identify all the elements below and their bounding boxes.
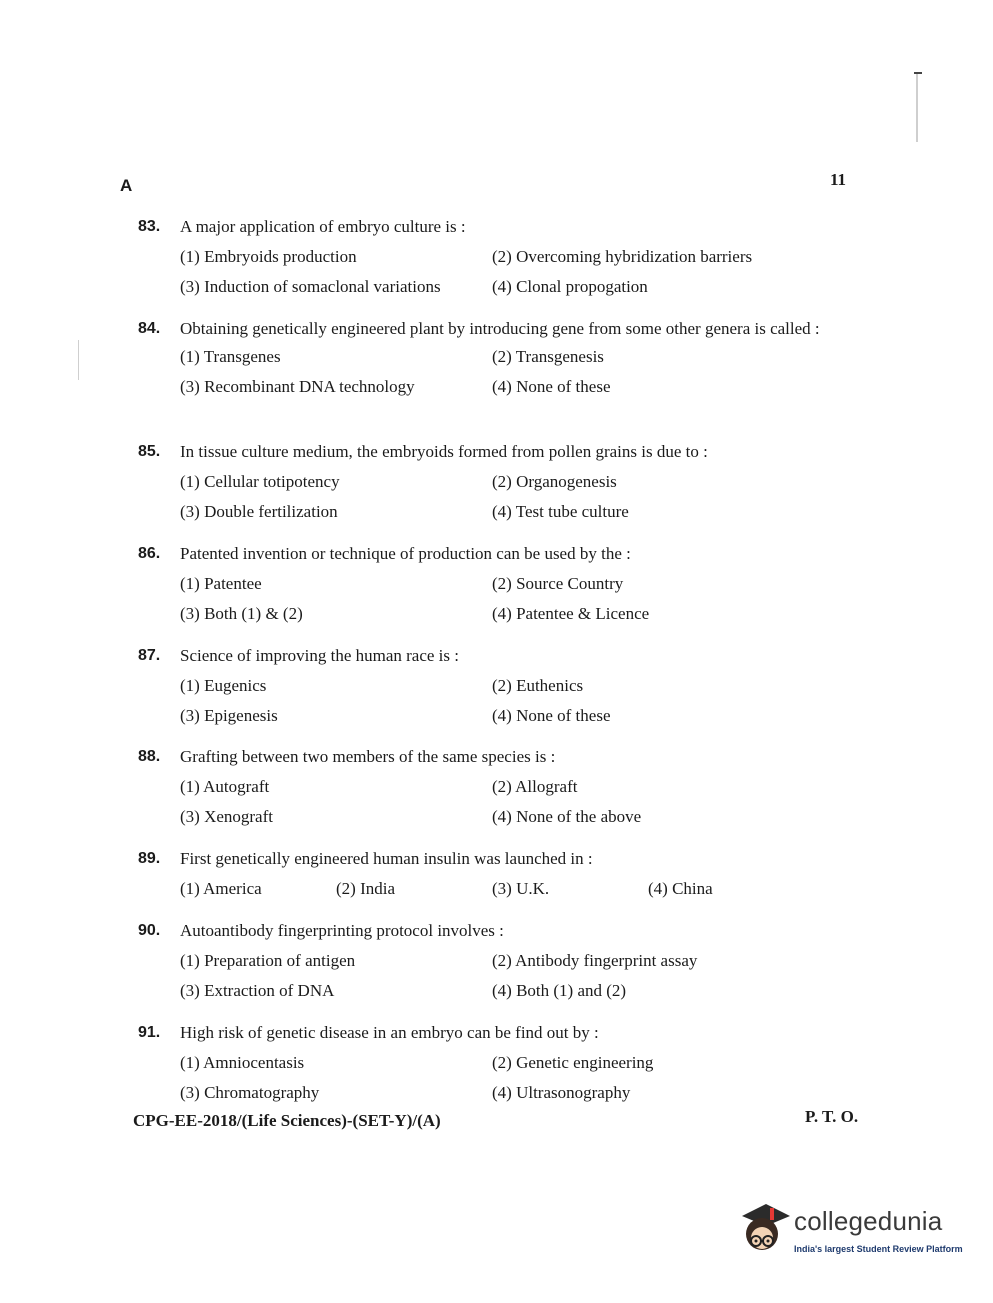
option-1: (1) Eugenics: [180, 676, 267, 695]
question-number: 90.: [138, 922, 161, 939]
question-number: 87.: [138, 647, 161, 664]
mascot-icon: [736, 1198, 792, 1262]
option-3: (3) Double fertilization: [180, 502, 338, 521]
question-89: [138, 848, 848, 904]
question-number: 84.: [138, 320, 161, 337]
set-label: A: [120, 176, 133, 195]
question-90: [138, 920, 848, 1010]
option-1: (1) Autograft: [180, 777, 270, 796]
options: [180, 573, 848, 633]
option-3: (3) Extraction of DNA: [180, 981, 335, 1000]
option-2: (2) Antibody fingerprint assay: [492, 951, 698, 970]
question-83: [138, 216, 848, 306]
option-3: (3) U.K.: [492, 879, 550, 898]
option-4: (4) Clonal propogation: [492, 277, 648, 296]
brand-tagline: India's largest Student Review Platform: [794, 1244, 963, 1254]
question-84: [138, 318, 848, 406]
question-number: 88.: [138, 748, 161, 765]
options: [180, 346, 848, 406]
option-4: (4) Ultrasonography: [492, 1083, 631, 1102]
question-85: [138, 441, 848, 531]
please-turn-over: P. T. O.: [805, 1107, 859, 1126]
option-2: (2) Organogenesis: [492, 472, 617, 491]
option-4: (4) Both (1) and (2): [492, 981, 627, 1000]
option-4: (4) None of the above: [492, 807, 642, 826]
question-87: [138, 645, 848, 735]
option-4: (4) China: [648, 879, 713, 898]
question-stem: Grafting between two members of the same species is :: [180, 747, 556, 766]
question-91: [138, 1022, 848, 1112]
options: [180, 776, 848, 836]
question-stem: In tissue culture medium, the embryoids formed from pollen grains is due to :: [180, 442, 708, 461]
options: [180, 950, 848, 1010]
options: [180, 1052, 848, 1112]
options: [180, 878, 848, 904]
option-2: (2) Transgenesis: [492, 347, 604, 366]
question-number: 83.: [138, 218, 161, 235]
option-1: (1) Patentee: [180, 574, 262, 593]
options: [180, 471, 848, 531]
option-2: (2) India: [336, 879, 396, 898]
question-number: 85.: [138, 443, 161, 460]
option-1: (1) Amniocentasis: [180, 1053, 305, 1072]
option-1: (1) Embryoids production: [180, 247, 357, 266]
option-4: (4) None of these: [492, 706, 611, 725]
option-2: (2) Source Country: [492, 574, 624, 593]
scan-mark: [914, 72, 922, 74]
option-2: (2) Euthenics: [492, 676, 584, 695]
question-stem: Obtaining genetically engineered plant by introducing gene from some other genera is called :: [180, 319, 820, 338]
collegedunia-watermark: [736, 1198, 966, 1262]
options: [180, 675, 848, 735]
question-stem: Patented invention or technique of production can be used by the :: [180, 544, 631, 563]
option-4: (4) Test tube culture: [492, 502, 629, 521]
option-3: (3) Recombinant DNA technology: [180, 377, 415, 396]
option-3: (3) Xenograft: [180, 807, 273, 826]
option-2: (2) Overcoming hybridization barriers: [492, 247, 753, 266]
question-stem: High risk of genetic disease in an embryo can be find out by :: [180, 1023, 599, 1042]
option-1: (1) America: [180, 879, 262, 898]
option-3: (3) Chromatography: [180, 1083, 320, 1102]
question-stem: A major application of embryo culture is :: [180, 217, 466, 236]
page-number: 11: [830, 170, 847, 189]
question-stem: Autoantibody fingerprinting protocol involves :: [180, 921, 504, 940]
question-stem: Science of improving the human race is :: [180, 646, 459, 665]
option-2: (2) Genetic engineering: [492, 1053, 654, 1072]
options: [180, 246, 848, 306]
option-3: (3) Both (1) & (2): [180, 604, 303, 623]
option-1: (1) Cellular totipotency: [180, 472, 340, 491]
option-1: (1) Transgenes: [180, 347, 281, 366]
option-3: (3) Epigenesis: [180, 706, 278, 725]
option-1: (1) Preparation of antigen: [180, 951, 356, 970]
exam-code: CPG-EE-2018/(Life Sciences)-(SET-Y)/(A): [133, 1111, 441, 1130]
question-number: 86.: [138, 545, 161, 562]
question-number: 89.: [138, 850, 161, 867]
question-88: [138, 746, 848, 836]
question-stem: First genetically engineered human insulin was launched in :: [180, 849, 593, 868]
scan-mark: [78, 340, 79, 380]
question-86: [138, 543, 848, 633]
brand-name: collegedunia: [794, 1206, 943, 1236]
option-2: (2) Allograft: [492, 777, 578, 796]
option-4: (4) None of these: [492, 377, 611, 396]
option-3: (3) Induction of somaclonal variations: [180, 277, 441, 296]
question-number: 91.: [138, 1024, 161, 1041]
option-4: (4) Patentee & Licence: [492, 604, 650, 623]
scan-mark: [916, 72, 918, 142]
